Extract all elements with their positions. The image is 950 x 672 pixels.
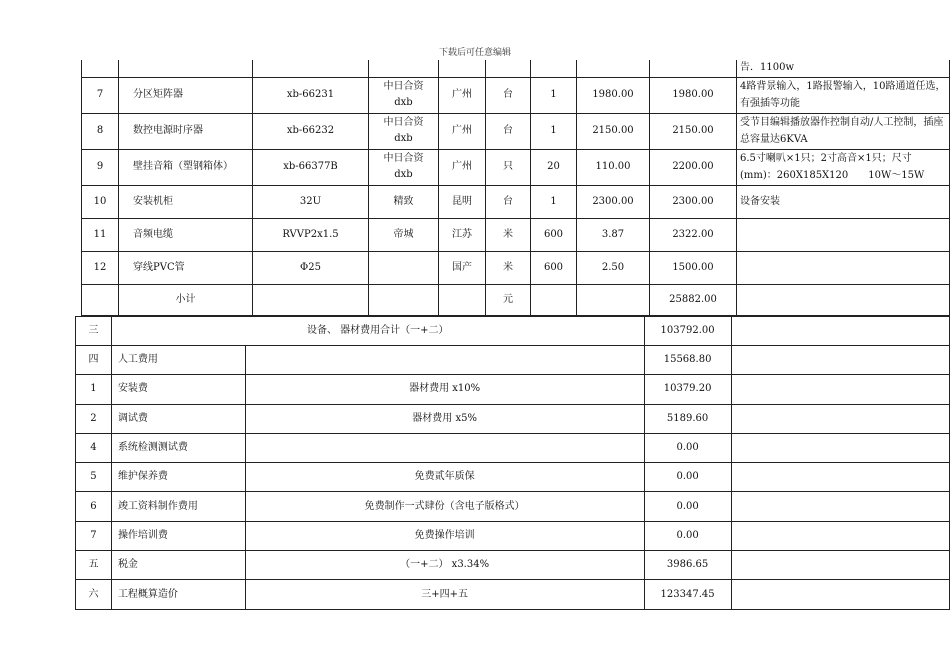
subtotal-empty [439, 284, 486, 315]
cost-name: 调试费 [111, 404, 245, 433]
row-number: 7 [82, 77, 119, 113]
item-origin: 广州 [439, 149, 486, 185]
cost-row [76, 551, 950, 580]
item-qty: 20 [531, 149, 577, 185]
item-unit: 只 [486, 149, 531, 185]
cost-amount: 123347.45 [644, 580, 731, 609]
item-total: 2322.00 [650, 218, 737, 251]
item-total: 2300.00 [650, 185, 737, 218]
item-total: 2150.00 [650, 113, 737, 149]
cost-name: 工程概算造价 [111, 580, 245, 609]
cost-amount: 0.00 [644, 463, 731, 492]
cost-desc: 免费操作培训 [245, 521, 644, 550]
item-model: xb-66231 [253, 77, 369, 113]
row-number: 11 [82, 218, 119, 251]
cost-name: 竣工资料制作费用 [111, 492, 245, 521]
item-origin: 广州 [439, 77, 486, 113]
row-number: 9 [82, 149, 119, 185]
cost-remark [731, 463, 949, 492]
subtotal-empty [82, 284, 119, 315]
item-unit: 台 [486, 185, 531, 218]
cost-amount: 103792.00 [644, 317, 731, 346]
cost-row [76, 433, 950, 462]
item-total: 1500.00 [650, 251, 737, 284]
cost-remark [731, 521, 949, 550]
cost-name: 维护保养费 [111, 463, 245, 492]
cost-number: 5 [76, 463, 112, 492]
item-model: xb-66377B [253, 149, 369, 185]
equipment-table [81, 60, 950, 316]
item-origin: 昆明 [439, 185, 486, 218]
cost-amount: 5189.60 [644, 404, 731, 433]
cost-number: 6 [76, 492, 112, 521]
cost-name: 操作培训费 [111, 521, 245, 550]
item-model: xb-66232 [253, 113, 369, 149]
row-number: 8 [82, 113, 119, 149]
cost-desc: 免费贰年质保 [245, 463, 644, 492]
item-name: 穿线PVC管 [119, 251, 253, 284]
item-name: 数控电源时序器 [119, 113, 253, 149]
item-unit: 台 [486, 113, 531, 149]
item-note [737, 218, 950, 251]
cost-number: 1 [76, 375, 112, 404]
item-price: 1980.00 [577, 77, 650, 113]
item-name: 音频电缆 [119, 218, 253, 251]
item-model: RVVP2x1.5 [253, 218, 369, 251]
subtotal-empty [369, 284, 439, 315]
item-brand [369, 251, 439, 284]
table-row [82, 113, 950, 149]
item-note [737, 251, 950, 284]
cost-remark [731, 433, 949, 462]
subtotal-empty [531, 284, 577, 315]
cost-desc: 免费制作一式肆份（含电子版格式） [245, 492, 644, 521]
item-brand: 帝城 [369, 218, 439, 251]
cost-remark [731, 404, 949, 433]
item-origin: 国产 [439, 251, 486, 284]
cost-name: 设备、 器材费用合计（一+二） [111, 317, 644, 346]
cost-desc [245, 433, 644, 462]
item-qty: 1 [531, 77, 577, 113]
cost-number: 五 [76, 551, 112, 580]
item-qty: 600 [531, 251, 577, 284]
cost-summary-table [75, 316, 950, 610]
item-unit: 米 [486, 251, 531, 284]
cost-row [76, 521, 950, 550]
cost-row [76, 375, 950, 404]
cost-desc [245, 346, 644, 375]
row-number: 10 [82, 185, 119, 218]
item-unit: 台 [486, 77, 531, 113]
cost-desc: 器材费用 x5% [245, 404, 644, 433]
subtotal-total: 25882.00 [650, 284, 737, 315]
cost-name: 安装费 [111, 375, 245, 404]
item-model: Φ25 [253, 251, 369, 284]
item-name: 安装机柜 [119, 185, 253, 218]
cost-amount: 3986.65 [644, 551, 731, 580]
cost-amount: 0.00 [644, 521, 731, 550]
subtotal-empty [737, 284, 950, 315]
item-note: 4路背景输入，1路报警输入，10路通道任选，有强插等功能 [737, 77, 950, 113]
item-qty: 1 [531, 185, 577, 218]
item-price: 2150.00 [577, 113, 650, 149]
row-number: 12 [82, 251, 119, 284]
table-row [82, 149, 950, 185]
cost-number: 六 [76, 580, 112, 609]
cost-row [76, 404, 950, 433]
item-price: 2.50 [577, 251, 650, 284]
item-name: 壁挂音箱（塑钢箱体） [119, 149, 253, 185]
cost-row [76, 492, 950, 521]
cost-desc: （一+二） x3.34% [245, 551, 644, 580]
subtotal-unit: 元 [486, 284, 531, 315]
subtotal-label: 小计 [119, 284, 253, 315]
subtotal-empty [253, 284, 369, 315]
cost-remark [731, 492, 949, 521]
cost-number: 2 [76, 404, 112, 433]
item-origin: 江苏 [439, 218, 486, 251]
cost-name: 税金 [111, 551, 245, 580]
item-price: 3.87 [577, 218, 650, 251]
item-brand: 精致 [369, 185, 439, 218]
cost-desc: 三+四+五 [245, 580, 644, 609]
cost-amount: 15568.80 [644, 346, 731, 375]
item-total: 2200.00 [650, 149, 737, 185]
cost-amount: 0.00 [644, 433, 731, 462]
item-origin: 广州 [439, 113, 486, 149]
cost-name: 人工费用 [111, 346, 245, 375]
cost-remark [731, 317, 949, 346]
cost-amount: 0.00 [644, 492, 731, 521]
table-row [82, 218, 950, 251]
cost-desc: 器材费用 x10% [245, 375, 644, 404]
item-note: 6.5寸喇叭×1只；2寸高音×1只；尺寸(mm)：260X185X120 10W～15W [737, 149, 950, 185]
cost-name: 系统检测测试费 [111, 433, 245, 462]
cost-number: 四 [76, 346, 112, 375]
item-brand: 中日合资 dxb [369, 149, 439, 185]
partial-note-cell: 告．1100w [737, 60, 950, 77]
cost-row [76, 580, 950, 609]
item-note: 设备安装 [737, 185, 950, 218]
cost-amount: 10379.20 [644, 375, 731, 404]
item-brand: 中日合资 dxb [369, 77, 439, 113]
subtotal-empty [577, 284, 650, 315]
cost-number: 7 [76, 521, 112, 550]
cost-row [76, 317, 950, 346]
item-total: 1980.00 [650, 77, 737, 113]
cost-remark [731, 551, 949, 580]
cost-remark [731, 346, 949, 375]
item-qty: 1 [531, 113, 577, 149]
subtotal-row [82, 284, 950, 315]
item-unit: 米 [486, 218, 531, 251]
table-row [82, 185, 950, 218]
cost-remark [731, 375, 949, 404]
item-price: 110.00 [577, 149, 650, 185]
item-brand: 中日合资 dxb [369, 113, 439, 149]
item-name: 分区矩阵器 [119, 77, 253, 113]
item-note: 受节目编辑播放器作控制自动/人工控制，插座总容量达6KVA [737, 113, 950, 149]
item-model: 32U [253, 185, 369, 218]
cost-row [76, 463, 950, 492]
cost-remark [731, 580, 949, 609]
table-row [82, 251, 950, 284]
cost-number: 三 [76, 317, 112, 346]
table-row [82, 77, 950, 113]
item-qty: 600 [531, 218, 577, 251]
page-header-text: 下载后可任意编辑 [438, 48, 511, 58]
table-row-partial [82, 60, 950, 77]
item-price: 2300.00 [577, 185, 650, 218]
cost-row [76, 346, 950, 375]
cost-number: 4 [76, 433, 112, 462]
